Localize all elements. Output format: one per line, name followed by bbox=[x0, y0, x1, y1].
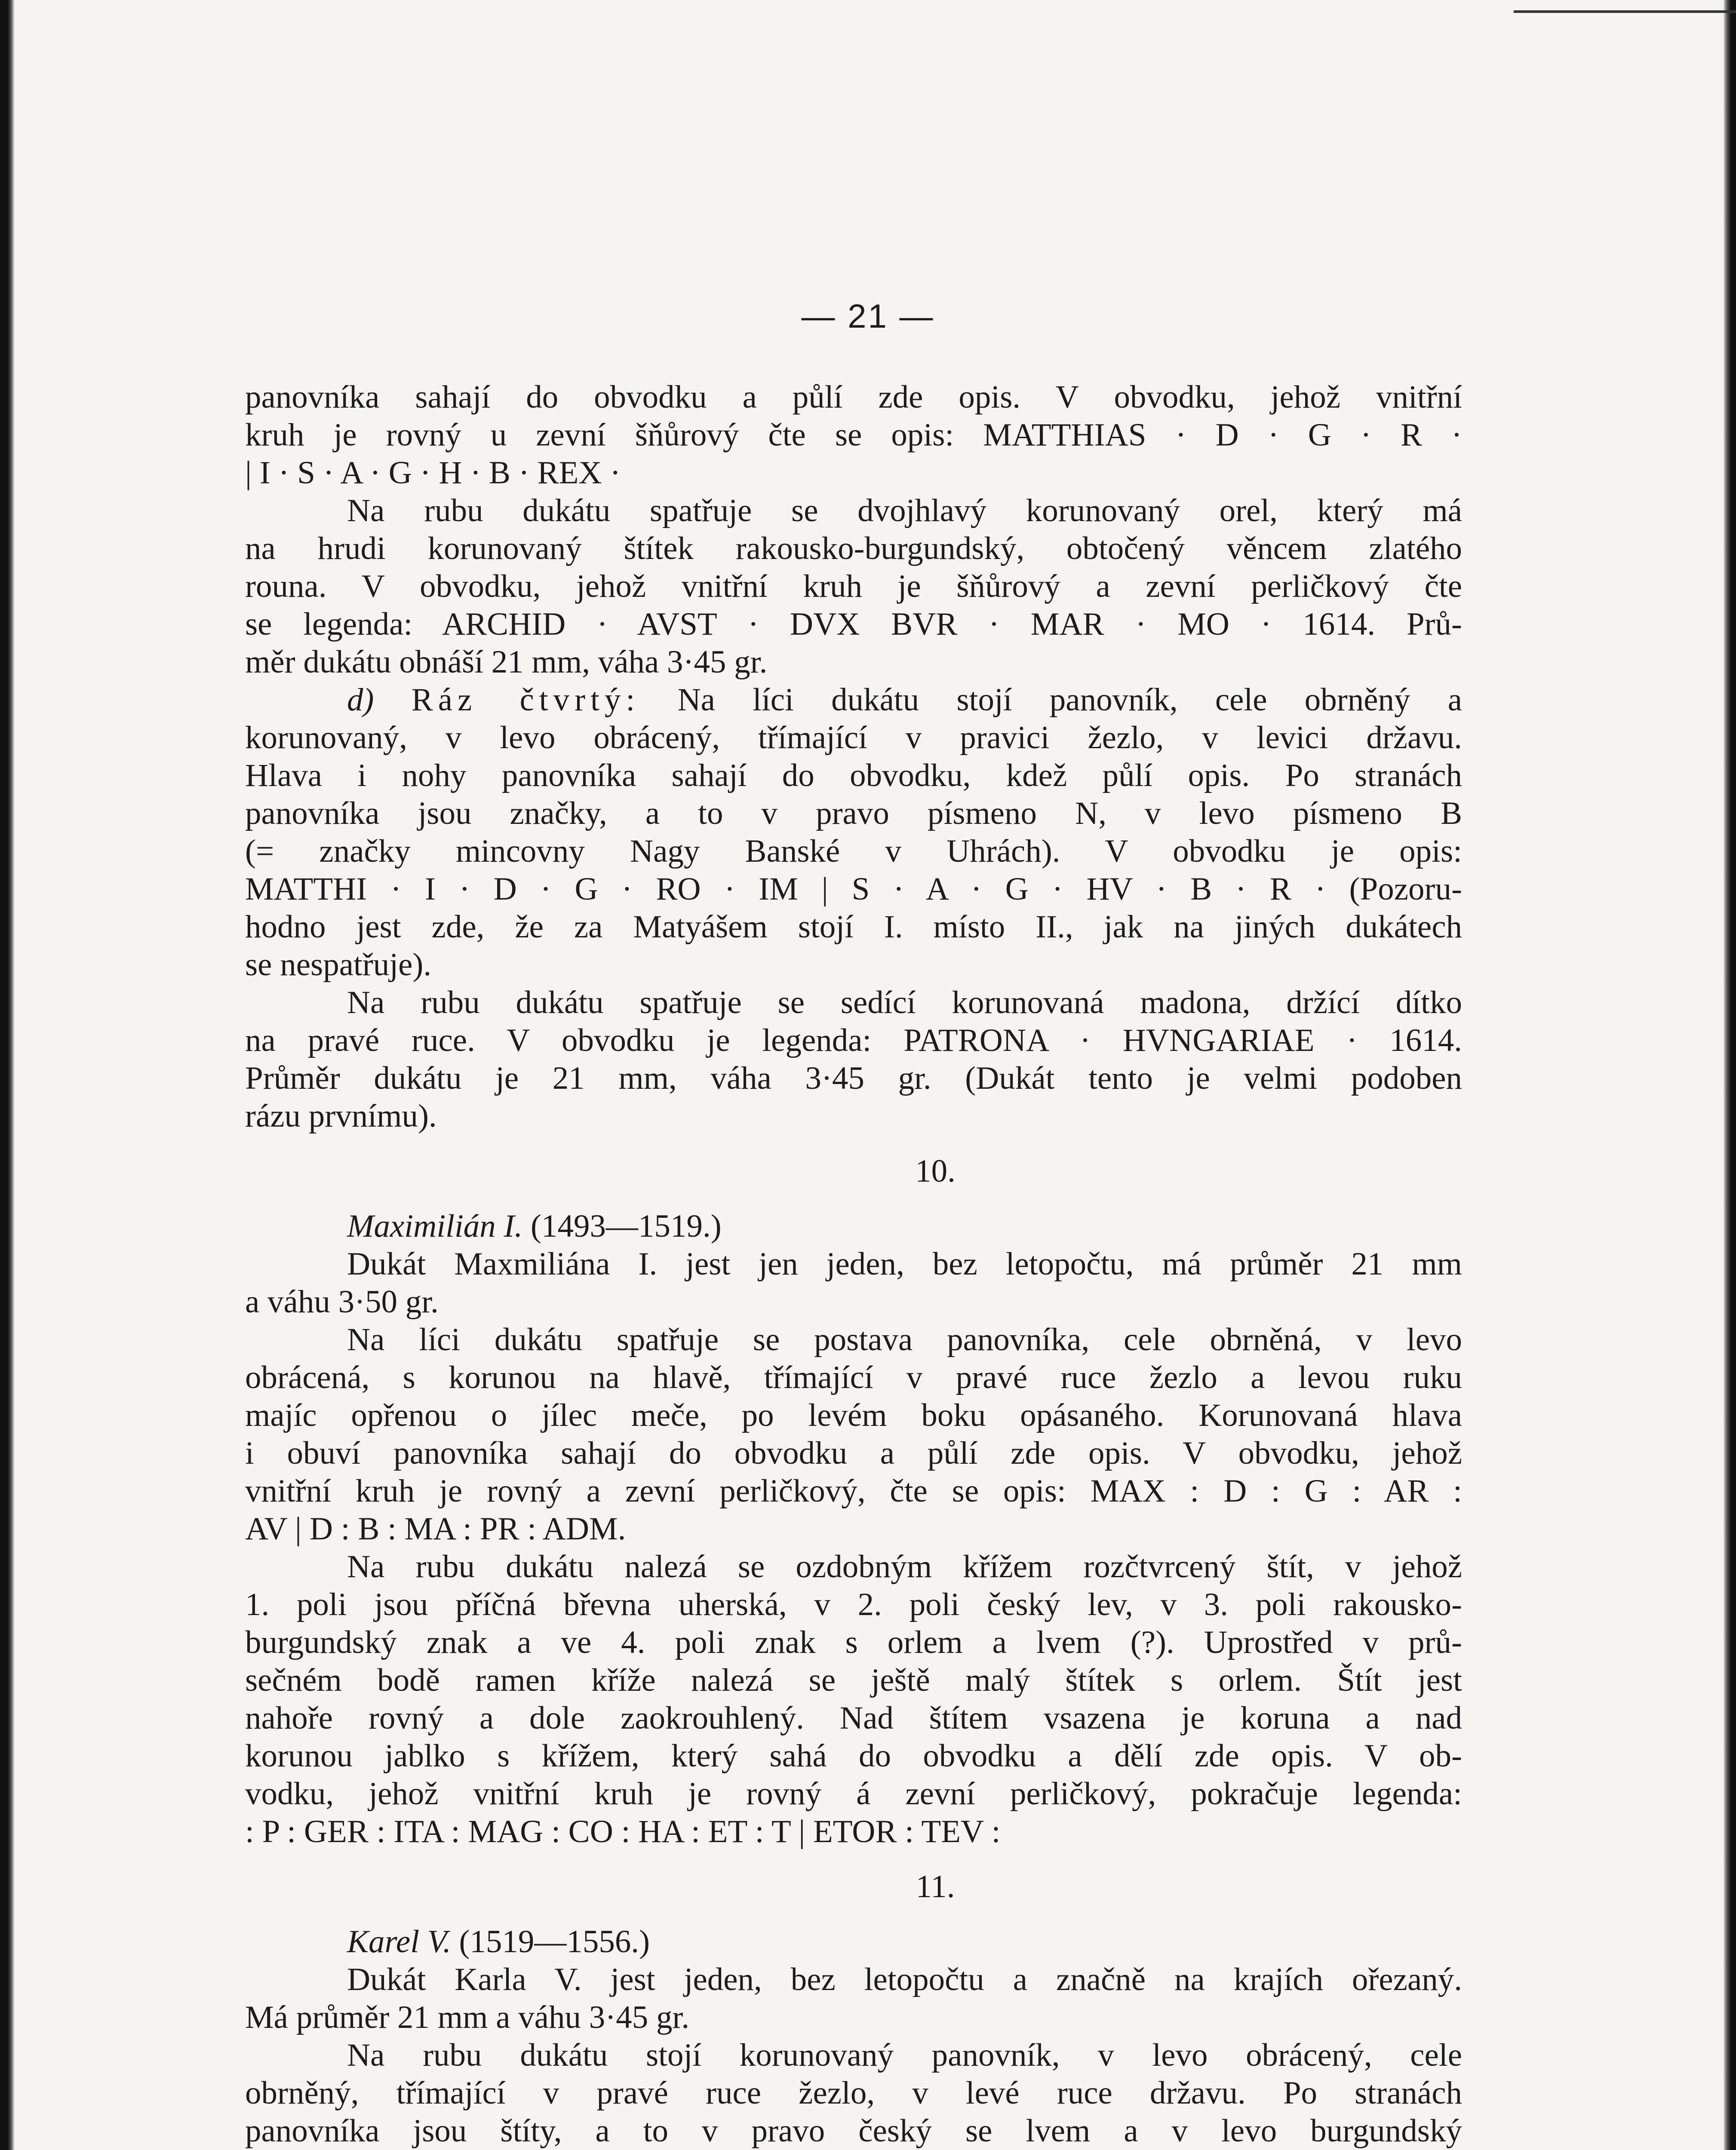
text-line: MATTHI · I · D · G · RO · IM | S · A · G · HV · B · R · (Pozoru- bbox=[245, 871, 1462, 907]
section-number: 11. bbox=[916, 1869, 955, 1904]
text-line: Hlava i nohy panovníka sahají do obvodku, kdež půlí opis. Po stranách bbox=[245, 758, 1462, 793]
ruler-name: Karel V. bbox=[347, 1924, 451, 1960]
page-body bbox=[245, 378, 1462, 2150]
text-line: hodno jest zde, že za Matyášem stojí I. místo II., jak na jiných dukátech bbox=[245, 909, 1462, 945]
scan-border-top bbox=[1514, 0, 1736, 13]
text-line: panovníka sahají do obvodku a půlí zde opis. V obvodku, jehož vnitřní bbox=[245, 379, 1462, 415]
text-line: 1. poli jsou příčná břevna uherská, v 2. poli český lev, v 3. poli rakousko- bbox=[245, 1587, 1462, 1622]
item-title: Ráz čtvrtý: bbox=[411, 682, 640, 718]
text-line: Průměr dukátu je 21 mm, váha 3·45 gr. (Dukát tento je velmi podoben bbox=[245, 1060, 1462, 1096]
text-line: korunovaný, v levo obrácený, třímající v pravici žezlo, v levici državu. bbox=[245, 720, 1462, 756]
text-line: Má průměr 21 mm a váhu 3·45 gr. bbox=[245, 2000, 690, 2035]
text-line: Na rubu dukátu nalezá se ozdobným křížem rozčtvrcený štít, v jehož bbox=[347, 1549, 1462, 1585]
text-line: majíc opřenou o jílec meče, po levém boku opásaného. Korunovaná hlava bbox=[245, 1398, 1462, 1433]
text-line: obrácená, s korunou na hlavě, třímající v pravé ruce žezlo a levou ruku bbox=[245, 1360, 1462, 1395]
text-line: se nespatřuje). bbox=[245, 947, 432, 983]
ruler-years: (1493—1519.) bbox=[531, 1208, 722, 1244]
text-line: se legenda: ARCHID · AVST · DVX BVR · MAR · MO · 1614. Prů- bbox=[245, 606, 1462, 642]
section-heading bbox=[245, 1923, 1462, 1961]
text-line: rouna. V obvodku, jehož vnitřní kruh je šňůrový a zevní perličkový čte bbox=[245, 568, 1462, 604]
text-line: měr dukátu obnáší 21 mm, váha 3·45 gr. bbox=[245, 644, 768, 680]
text-line: Na rubu dukátu spatřuje se sedící korunovaná madona, držící dítko bbox=[347, 985, 1462, 1020]
section-heading bbox=[245, 1207, 1462, 1245]
item-text: Na líci dukátu stojí panovník, cele obrněný a bbox=[677, 682, 1463, 718]
text-line: (= značky mincovny Nagy Banské v Uhrách). V obvodku je opis: bbox=[245, 833, 1462, 869]
text-line: na hrudi korunovaný štítek rakousko-burgundský, obtočený věncem zlatého bbox=[245, 531, 1462, 566]
text-line: Dukát Maxmiliána I. jest jen jeden, bez letopočtu, má průměr 21 mm bbox=[347, 1246, 1462, 1282]
text-line: Na rubu dukátu stojí korunovaný panovník, v levo obrácený, cele bbox=[347, 2037, 1462, 2073]
text-line: rázu prvnímu). bbox=[245, 1098, 437, 1134]
text-line: | I · S · A · G · H · B · REX · bbox=[245, 455, 621, 491]
text-line: : P : GER : ITA : MAG : CO : HA : ET : T | ETOR : TEV : bbox=[245, 1814, 1001, 1849]
text-line: Na líci dukátu spatřuje se postava panovníka, cele obrněná, v levo bbox=[347, 1322, 1462, 1358]
text-line: panovníka jsou štíty, a to v pravo český se lvem a v levo burgundský bbox=[245, 2113, 1462, 2149]
section-number: 10. bbox=[915, 1153, 956, 1189]
text-line: obrněný, třímající v pravé ruce žezlo, v levé ruce državu. Po stranách bbox=[245, 2075, 1462, 2111]
text-line: kruh je rovný u zevní šňůrový čte se opis: MATTHIAS · D · G · R · bbox=[245, 417, 1462, 453]
text-line: a váhu 3·50 gr. bbox=[245, 1284, 439, 1320]
text-line: sečném bodě ramen kříže nalezá se ještě malý štítek s orlem. Štít jest bbox=[245, 1662, 1462, 1698]
item-label: d) bbox=[347, 682, 374, 718]
text-line: Na rubu dukátu spatřuje se dvojhlavý korunovaný orel, který má bbox=[347, 493, 1462, 528]
text-line: korunou jablko s křížem, který sahá do obvodku a dělí zde opis. V ob- bbox=[245, 1738, 1462, 1774]
text-line: vodku, jehož vnitřní kruh je rovný á zevní perličkový, pokračuje legenda: bbox=[245, 1776, 1462, 1812]
text-line: vnitřní kruh je rovný a zevní perličkový, čte se opis: MAX : D : G : AR : bbox=[245, 1473, 1462, 1509]
text-line: Dukát Karla V. jest jeden, bez letopočtu a značně na krajích ořezaný. bbox=[347, 1962, 1462, 1997]
text-line: i obuví panovníka sahají do obvodku a půlí zde opis. V obvodku, jehož bbox=[245, 1435, 1462, 1471]
ruler-name: Maximilián I. bbox=[347, 1208, 523, 1244]
text-line: na pravé ruce. V obvodku je legenda: PATRONA · HVNGARIAE · 1614. bbox=[245, 1023, 1462, 1058]
text-line: burgundský znak a ve 4. poli znak s orlem a lvem (?). Uprostřed v prů- bbox=[245, 1625, 1462, 1660]
text-line: panovníka jsou značky, a to v pravo písmeno N, v levo písmeno B bbox=[245, 796, 1462, 831]
paragraph-d-first-line bbox=[245, 681, 1462, 719]
text-line: AV | D : B : MA : PR : ADM. bbox=[245, 1511, 626, 1547]
ruler-years: (1519—1556.) bbox=[459, 1924, 650, 1960]
text-line: nahoře rovný a dole zaokrouhlený. Nad štítem vsazena je koruna a nad bbox=[245, 1700, 1462, 1736]
page-number: — 21 — bbox=[801, 297, 935, 335]
